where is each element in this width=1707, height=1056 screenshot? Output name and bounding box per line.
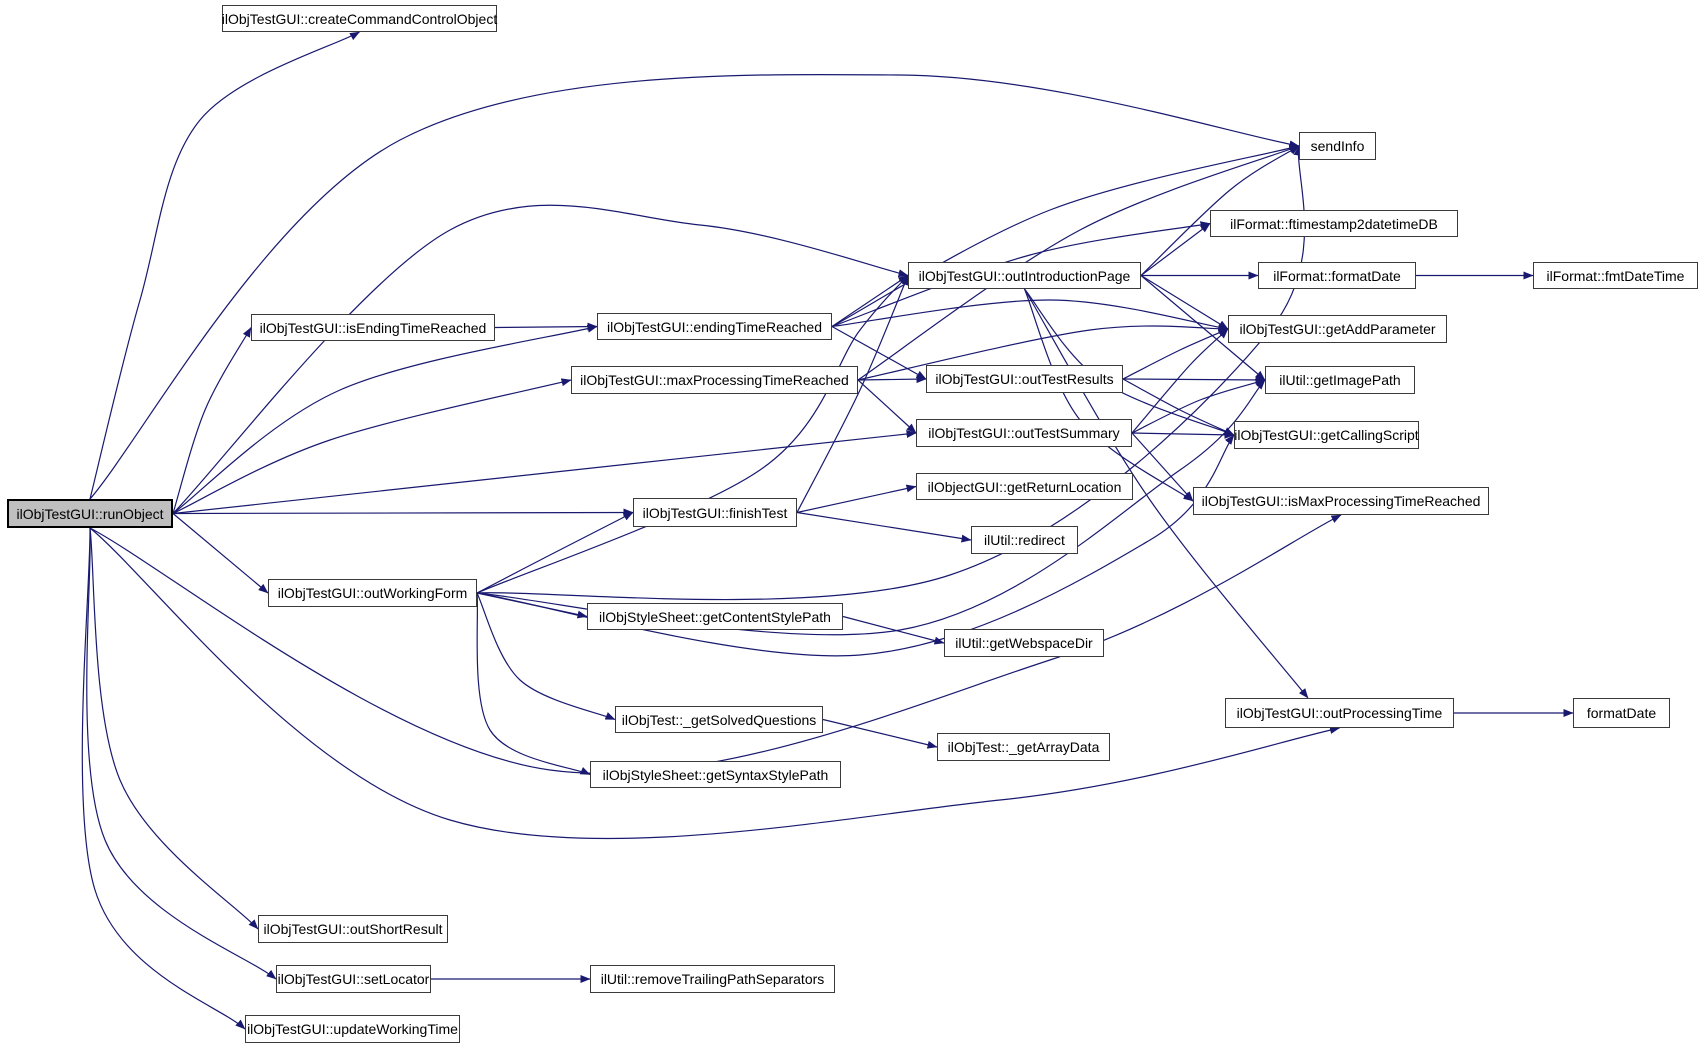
graph-node-endingTimeReached[interactable]: ilObjTestGUI::endingTimeReached [597,313,832,340]
graph-node-createCommandControlObject[interactable]: ilObjTestGUI::createCommandControlObject [222,5,497,32]
graph-edge-outIntroductionPage-to-ftimestamp [1141,224,1210,276]
graph-edge-runObject-to-createCommandControlObject [90,32,360,499]
graph-edge-getContentStylePath-to-getWebspaceDir [843,617,944,644]
graph-node-outTestResults[interactable]: ilObjTestGUI::outTestResults [926,365,1123,393]
graph-node-getContentStylePath[interactable]: ilObjStyleSheet::getContentStylePath [587,603,843,630]
graph-edge-isEndingTimeReached-to-endingTimeReached [495,327,597,328]
graph-edge-runObject-to-outIntroductionPage [173,205,908,513]
graph-edge-outTestSummary-to-getAddParameter [1132,329,1228,433]
graph-node-outWorkingForm[interactable]: ilObjTestGUI::outWorkingForm [268,579,477,607]
graph-node-isEndingTimeReached[interactable]: ilObjTestGUI::isEndingTimeReached [251,314,495,341]
graph-node-getSolvedQuestions[interactable]: ilObjTest::_getSolvedQuestions [615,706,823,733]
graph-edge-maxProcessingTimeReached-to-outTestResults [858,379,926,380]
graph-edge-runObject-to-isEndingTimeReached [173,328,251,514]
graph-node-isMaxProcessingTimeReached[interactable]: ilObjTestGUI::isMaxProcessingTimeReached [1193,487,1489,515]
graph-edge-runObject-to-isMaxProcessingTimeReached [90,515,1341,773]
graph-node-getImagePath[interactable]: ilUtil::getImagePath [1265,366,1415,394]
graph-node-formatDateIlFormat[interactable]: ilFormat::formatDate [1258,262,1416,289]
graph-node-fmtDateTime[interactable]: ilFormat::fmtDateTime [1533,262,1698,289]
graph-node-removeTrailingPathSeparators[interactable]: ilUtil::removeTrailingPathSeparators [590,965,835,993]
graph-edge-runObject-to-maxProcessingTimeReached [173,380,571,514]
graph-node-finishTest[interactable]: ilObjTestGUI::finishTest [633,498,797,527]
graph-edge-outIntroductionPage-to-isMaxProcessingTimeReached [1025,289,1194,501]
graph-edge-endingTimeReached-to-outIntroductionPage [832,276,908,327]
graph-edge-runObject-to-outTestSummary [173,433,916,514]
graph-node-outProcessingTime[interactable]: ilObjTestGUI::outProcessingTime [1225,698,1454,728]
graph-edge-finishTest-to-getReturnLocation [797,487,916,513]
graph-edge-runObject-to-endingTimeReached [173,327,597,514]
graph-edge-runObject-to-updateWorkingTime [82,528,245,1029]
graph-edge-runObject-to-setLocator [87,528,276,979]
graph-edge-getSolvedQuestions-to-getArrayData [823,720,937,748]
graph-node-outTestSummary[interactable]: ilObjTestGUI::outTestSummary [916,419,1132,447]
graph-node-getReturnLocation[interactable]: ilObjectGUI::getReturnLocation [916,473,1133,500]
graph-node-outShortResult[interactable]: ilObjTestGUI::outShortResult [258,915,448,943]
graph-node-getSyntaxStylePath[interactable]: ilObjStyleSheet::getSyntaxStylePath [590,761,841,788]
graph-edge-finishTest-to-outIntroductionPage [797,276,908,513]
graph-node-getAddParameter[interactable]: ilObjTestGUI::getAddParameter [1228,315,1447,343]
graph-edge-outTestSummary-to-getCallingScript [1132,433,1234,435]
graph-node-getCallingScript[interactable]: ilObjTestGUI::getCallingScript [1234,421,1419,449]
graph-edge-finishTest-to-redirect [797,513,971,541]
graph-edge-runObject-to-outShortResult [90,528,258,929]
graph-node-ftimestamp[interactable]: ilFormat::ftimestamp2datetimeDB [1210,210,1458,237]
graph-node-setLocator[interactable]: ilObjTestGUI::setLocator [276,965,431,993]
graph-node-getWebspaceDir[interactable]: ilUtil::getWebspaceDir [944,629,1104,657]
graph-node-sendInfo[interactable]: sendInfo [1299,132,1376,160]
graph-edge-outWorkingForm-to-finishTest [477,513,633,594]
graph-edge-runObject-to-outProcessingTime [90,528,1340,839]
graph-node-maxProcessingTimeReached[interactable]: ilObjTestGUI::maxProcessingTimeReached [571,366,858,394]
graph-edge-outTestResults-to-getAddParameter [1123,329,1228,379]
graph-node-outIntroductionPage[interactable]: ilObjTestGUI::outIntroductionPage [908,262,1141,289]
graph-node-getArrayData[interactable]: ilObjTest::_getArrayData [937,733,1110,761]
graph-edge-outIntroductionPage-to-getAddParameter [1141,276,1228,330]
graph-edge-maxProcessingTimeReached-to-outTestSummary [858,380,916,433]
graph-node-updateWorkingTime[interactable]: ilObjTestGUI::updateWorkingTime [245,1015,460,1043]
graph-node-formatDatePlain[interactable]: formatDate [1573,698,1670,728]
graph-edge-outIntroductionPage-to-getCallingScript [1025,289,1235,435]
graph-edge-runObject-to-finishTest [173,513,633,514]
graph-edge-runObject-to-outWorkingForm [173,514,268,594]
graph-edge-outTestResults-to-getImagePath [1123,379,1265,380]
graph-edge-outWorkingForm-to-getSyntaxStylePath [477,593,590,775]
graph-node-runObject: ilObjTestGUI::runObject [7,499,173,528]
graph-node-redirect[interactable]: ilUtil::redirect [971,526,1078,554]
